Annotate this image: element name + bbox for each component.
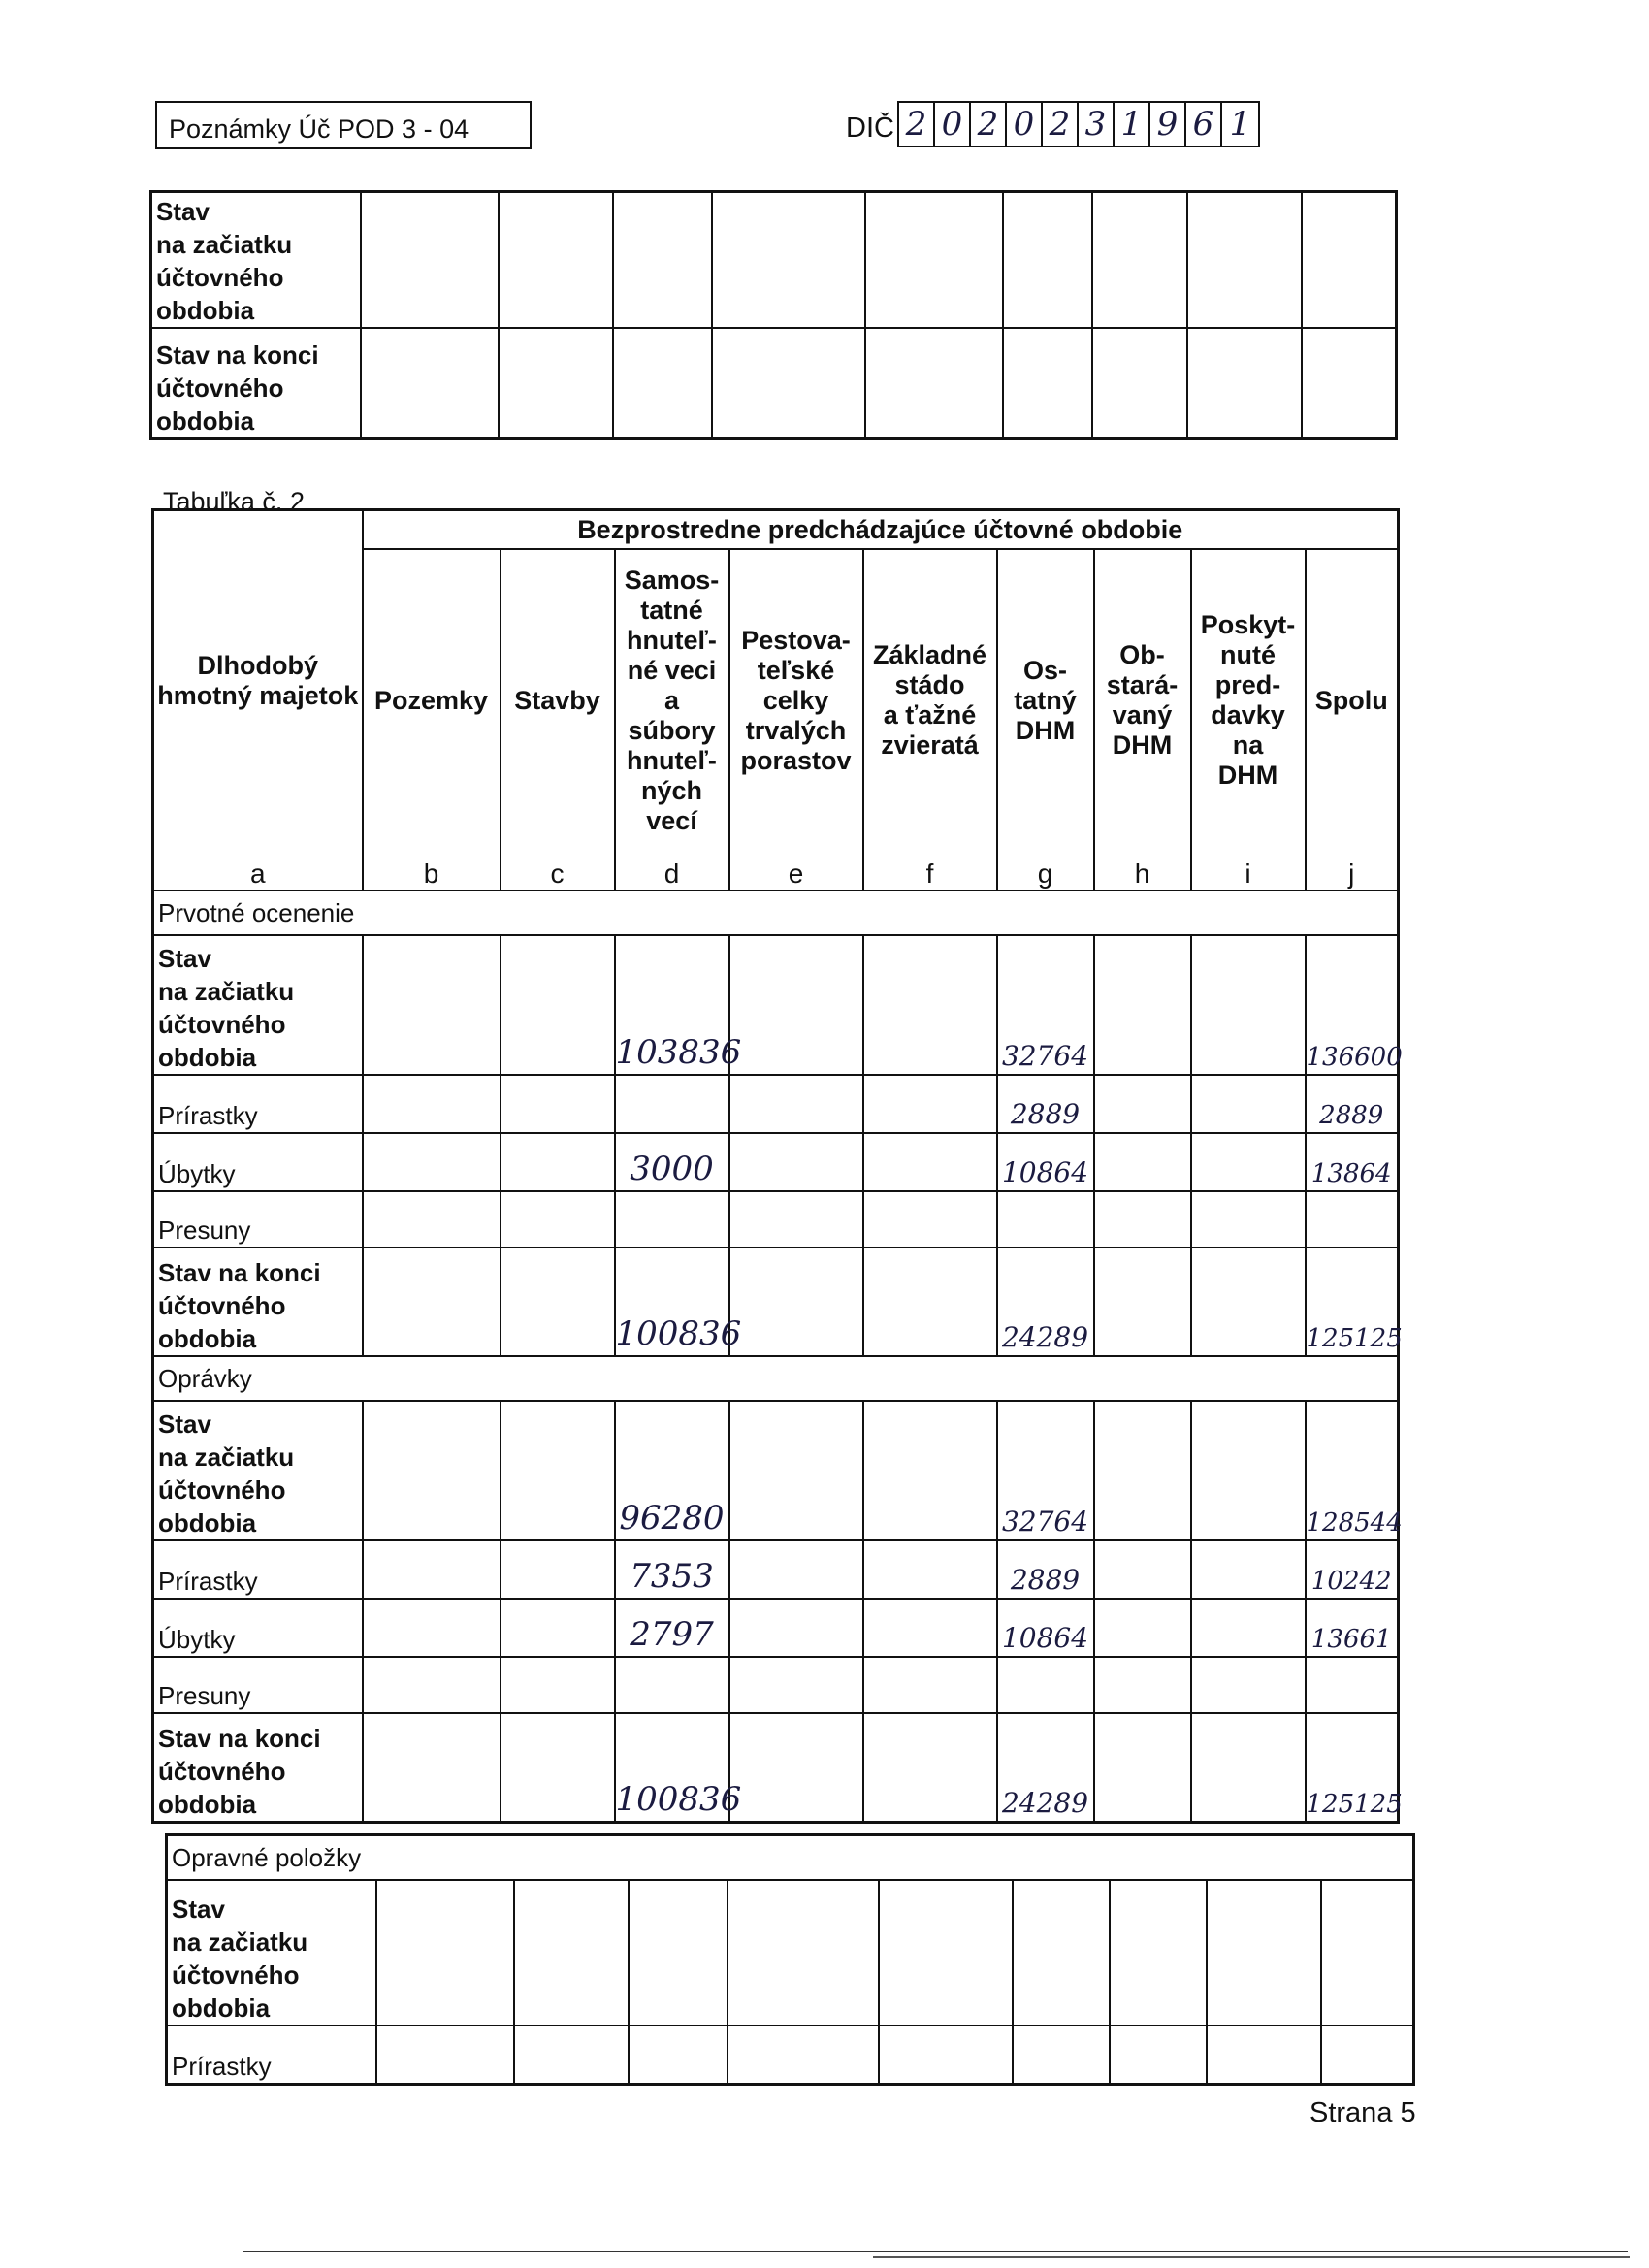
footer-rule xyxy=(242,2251,1628,2252)
dic-digit: 0 xyxy=(935,103,971,146)
column-header-i: Poskyt- nuté pred- davky na DHM xyxy=(1191,549,1306,851)
dic-digit: 2 xyxy=(971,103,1007,146)
column-letter: f xyxy=(863,851,997,891)
value-cell-d: 3000 xyxy=(615,1133,729,1191)
table-row xyxy=(153,1401,1399,1540)
table-row xyxy=(153,1713,1399,1823)
value-cell-j: 2889 xyxy=(1306,1075,1399,1133)
dic-digit-boxes xyxy=(897,101,1260,147)
row-label: Prírastky xyxy=(167,2025,376,2085)
column-letter: e xyxy=(729,851,863,891)
column-header-d: Samos- tatné hnuteľ- né veci a súbory hnuteľ- ných vecí xyxy=(615,549,729,851)
column-header-g: Os- tatný DHM xyxy=(997,549,1094,851)
table-row xyxy=(153,1599,1399,1657)
column-header-h: Ob- stará- vaný DHM xyxy=(1094,549,1191,851)
value-cell-j: 125125 xyxy=(1306,1713,1399,1823)
fixed-assets-table xyxy=(151,508,1403,1824)
group-header: Bezprostredne predchádzajúce účtovné obdobie xyxy=(363,510,1399,550)
row-label: Stav na konci účtovného obdobia xyxy=(153,1713,363,1823)
group-header-row xyxy=(153,510,1399,550)
column-header-e: Pestova- teľské celky trvalých porastov xyxy=(729,549,863,851)
table-row xyxy=(151,192,1397,329)
table-row xyxy=(153,1075,1399,1133)
column-letter: a xyxy=(153,851,363,891)
row-label: Stav na začiatku účtovného obdobia xyxy=(153,935,363,1075)
value-cell-d: 100836 xyxy=(615,1247,729,1356)
table-row xyxy=(153,1657,1399,1713)
form-label: Poznámky Úč POD 3 - 04 xyxy=(155,101,532,149)
value-cell-j: 125125 xyxy=(1306,1247,1399,1356)
value-cell-g: 2889 xyxy=(997,1075,1094,1133)
row-label: Presuny xyxy=(153,1191,363,1247)
section-row xyxy=(167,1835,1414,1881)
column-letter-row xyxy=(153,851,1399,891)
column-letter: h xyxy=(1094,851,1191,891)
value-cell-d xyxy=(615,1075,729,1133)
value-cell-d: 96280 xyxy=(615,1401,729,1540)
row-label: Prírastky xyxy=(153,1075,363,1133)
table-row xyxy=(153,1191,1399,1247)
value-cell-j: 136600 xyxy=(1306,935,1399,1075)
row-label: Úbytky xyxy=(153,1599,363,1657)
value-cell-g: 24289 xyxy=(997,1713,1094,1823)
section-row xyxy=(153,891,1399,935)
table-caption: Tabuľka č. 2 xyxy=(163,487,305,516)
value-cell-d: 2797 xyxy=(615,1599,729,1657)
dic-digit: 1 xyxy=(1229,105,1251,144)
dic-label: DIČ xyxy=(846,113,894,144)
column-header-a: Dlhodobý hmotný majetok xyxy=(153,510,363,852)
row-label: Stav na začiatku účtovného obdobia xyxy=(151,192,361,329)
section-row xyxy=(153,1356,1399,1401)
dic-digit: 0 xyxy=(1007,103,1043,146)
page-number: Strana 5 xyxy=(1310,2097,1416,2128)
value-cell-g: 24289 xyxy=(997,1247,1094,1356)
column-letter: j xyxy=(1306,851,1399,891)
column-letter: c xyxy=(501,851,615,891)
dic-digit: 6 xyxy=(1186,103,1222,146)
value-cell-g: 32764 xyxy=(997,935,1094,1075)
table-row xyxy=(153,1540,1399,1599)
section-title: Prvotné ocenenie xyxy=(153,891,1399,935)
value-cell-g: 10864 xyxy=(997,1599,1094,1657)
section-title: Oprávky xyxy=(153,1356,1399,1401)
value-cell-j: 10242 xyxy=(1306,1540,1399,1599)
dic-digit: 3 xyxy=(1079,103,1115,146)
row-label: Stav na začiatku účtovného obdobia xyxy=(167,1880,376,2025)
dic-digit: 2 xyxy=(1043,103,1079,146)
column-letter: g xyxy=(997,851,1094,891)
table-row xyxy=(167,1880,1414,2025)
dic-digit: 9 xyxy=(1150,103,1186,146)
section-title: Opravné položky xyxy=(167,1835,1414,1881)
row-label: Presuny xyxy=(153,1657,363,1713)
table-row xyxy=(151,328,1397,439)
column-header-j: Spolu xyxy=(1306,549,1399,851)
value-cell-g: 2889 xyxy=(997,1540,1094,1599)
dic-digit: 2 xyxy=(899,103,935,146)
row-label: Úbytky xyxy=(153,1133,363,1191)
value-cell-g: 32764 xyxy=(997,1401,1094,1540)
column-header-b: Pozemky xyxy=(363,549,501,851)
value-cell-j: 128544 xyxy=(1306,1401,1399,1540)
value-cell-j: 13661 xyxy=(1306,1599,1399,1657)
row-label: Stav na konci účtovného obdobia xyxy=(153,1247,363,1356)
row-label: Prírastky xyxy=(153,1540,363,1599)
table-row xyxy=(153,935,1399,1075)
value-cell-d: 7353 xyxy=(615,1540,729,1599)
column-header-f: Základné stádo a ťažné zvieratá xyxy=(863,549,997,851)
column-header-c: Stavby xyxy=(501,549,615,851)
column-letter: d xyxy=(615,851,729,891)
value-cell-g: 10864 xyxy=(997,1133,1094,1191)
value-cell-d: 103836 xyxy=(615,935,729,1075)
row-label: Stav na začiatku účtovného obdobia xyxy=(153,1401,363,1540)
dic-digit: 1 xyxy=(1115,103,1150,146)
continuation-table xyxy=(149,190,1398,440)
column-letter: i xyxy=(1191,851,1306,891)
column-letter: b xyxy=(363,851,501,891)
table-row xyxy=(167,2025,1414,2085)
table-row xyxy=(153,1247,1399,1356)
value-cell-j: 13864 xyxy=(1306,1133,1399,1191)
row-label: Stav na konci účtovného obdobia xyxy=(151,328,361,439)
value-cell-d: 100836 xyxy=(615,1713,729,1823)
adjustments-table xyxy=(165,1833,1415,2086)
footer-rule xyxy=(873,2256,1630,2258)
table-row xyxy=(153,1133,1399,1191)
